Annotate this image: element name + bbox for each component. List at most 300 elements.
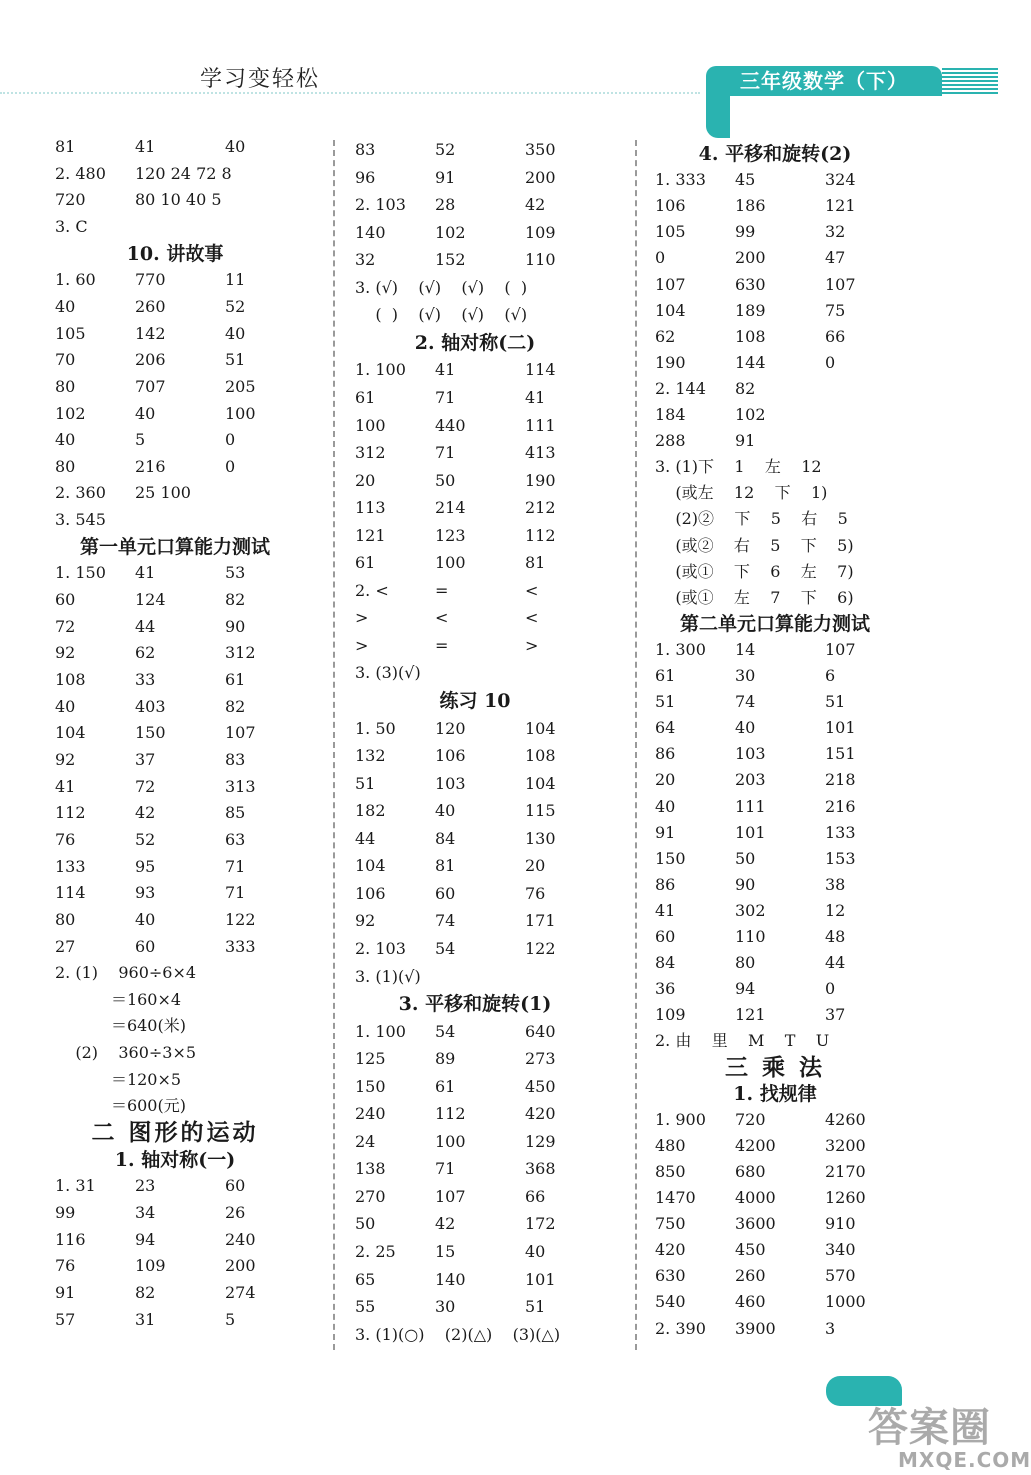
answer-cell: 34 <box>135 1203 156 1222</box>
answer-cell: 33 <box>135 670 156 689</box>
answer-cell: 2. 390 <box>655 1318 706 1338</box>
answer-cell: 184 <box>655 405 686 424</box>
answer-cell: 190 <box>525 470 556 490</box>
answer-cell: 110 <box>525 250 556 270</box>
answer-cell: > <box>355 635 369 655</box>
answer-cell: 144 <box>735 352 766 372</box>
answer-cell: 32 <box>825 222 846 242</box>
answer-cell: 81 <box>435 856 456 876</box>
answer-cell: 40 <box>55 296 76 316</box>
answer-cell: 54 <box>435 1021 456 1041</box>
answer-cell: 66 <box>825 326 846 346</box>
answer-cell: 60 <box>225 1176 246 1196</box>
answer-cell: 200 <box>225 1256 256 1276</box>
answer-line: 3. (1)下 1 左 12 <box>655 457 822 477</box>
answer-cell: 62 <box>655 326 676 346</box>
answer-cell: 2. 103 <box>355 938 406 958</box>
answer-cell: 107 <box>435 1186 466 1206</box>
answer-cell: 324 <box>825 170 856 190</box>
answer-line: (2) 360÷3×5 <box>55 1043 197 1063</box>
answer-cell: 3600 <box>735 1214 776 1234</box>
answer-cell: 106 <box>435 746 466 766</box>
answer-cell: 480 <box>655 1135 686 1155</box>
answer-cell: 190 <box>655 352 686 372</box>
answer-cell: 90 <box>735 874 756 894</box>
answer-cell: 108 <box>735 326 766 346</box>
answer-cell: 101 <box>825 718 856 738</box>
answer-cell: 720 <box>735 1109 766 1129</box>
answer-cell: 3. (1)(√) <box>355 966 421 986</box>
answer-cell: 72 <box>55 616 76 636</box>
answer-cell: 61 <box>435 1076 456 1096</box>
answer-cell: 40 <box>655 796 676 816</box>
answer-cell: 60 <box>655 927 676 946</box>
answer-cell: 92 <box>55 749 76 769</box>
answer-cell: 41 <box>135 137 156 156</box>
answer-cell: 20 <box>525 856 546 876</box>
answer-cell: 14 <box>735 639 756 659</box>
answer-cell: 1. 333 <box>655 170 706 190</box>
answer-cell: 750 <box>655 1214 686 1234</box>
answer-cell: 104 <box>55 723 86 743</box>
answer-cell: 1470 <box>655 1188 696 1207</box>
answer-cell: 42 <box>135 803 156 823</box>
answer-cell: 50 <box>435 470 456 490</box>
answer-cell: 413 <box>525 443 556 463</box>
answer-cell: 53 <box>225 563 246 583</box>
answer-cell: 133 <box>825 822 856 842</box>
answer-cell: 60 <box>135 936 156 956</box>
answer-cell: 81 <box>55 137 76 156</box>
header-right-title: 三年级数学（下） <box>740 69 908 93</box>
answer-line: (或② 右 5 下 5) <box>655 535 854 555</box>
answer-cell: 48 <box>825 927 846 946</box>
answer-cell: 340 <box>825 1240 856 1260</box>
answer-cell: 52 <box>225 296 246 316</box>
answer-cell: 105 <box>55 323 86 343</box>
answer-cell: 403 <box>135 696 166 716</box>
answer-cell: 89 <box>435 1049 456 1069</box>
answer-cell: 107 <box>655 274 686 294</box>
answer-cell: 80 <box>55 456 76 476</box>
answer-cell: 40 <box>525 1242 546 1261</box>
answer-cell: 11 <box>225 270 246 290</box>
answer-cell: 37 <box>135 749 156 769</box>
answer-cell: 150 <box>135 723 166 743</box>
answer-cell: 60 <box>55 590 76 610</box>
answer-line: 2. 由 里 M T U <box>655 1031 830 1051</box>
answer-line: 3. (1)(○) (2)(△) (3)(△) <box>355 1324 561 1344</box>
answer-cell: 460 <box>735 1292 766 1312</box>
answer-cell: 85 <box>225 803 246 823</box>
answer-cell: 91 <box>735 431 756 451</box>
answer-cell: 440 <box>435 415 466 435</box>
answer-cell: 72 <box>135 776 156 796</box>
answer-cell: 84 <box>435 828 456 848</box>
answer-cell: 83 <box>225 749 246 769</box>
answer-cell: 42 <box>435 1214 456 1234</box>
answer-cell: 45 <box>735 170 756 190</box>
answer-cell: 92 <box>355 911 376 931</box>
answer-cell: 90 <box>225 616 246 636</box>
answer-cell: 2. 360 <box>55 483 106 503</box>
answer-cell: 121 <box>825 196 856 216</box>
answer-cell: 182 <box>355 801 386 821</box>
answer-cell: 350 <box>525 140 556 159</box>
answer-cell: 81 <box>525 553 546 573</box>
answer-line: (或① 左 7 下 6) <box>655 587 854 607</box>
answer-cell: 2. 25 <box>355 1242 396 1261</box>
answer-cell: 189 <box>735 300 766 320</box>
answer-cell: 140 <box>435 1269 466 1289</box>
answer-cell: 70 <box>55 350 76 370</box>
answer-cell: 41 <box>55 776 76 796</box>
answer-cell: 26 <box>225 1203 246 1222</box>
answer-cell: 5 <box>135 430 146 450</box>
answer-cell: 47 <box>825 248 846 268</box>
answer-cell: 71 <box>225 883 246 903</box>
answer-cell: 109 <box>135 1256 166 1276</box>
answer-cell: 103 <box>435 773 466 793</box>
answer-cell: 100 <box>355 415 386 435</box>
answer-cell: 51 <box>225 350 246 370</box>
answer-cell: 27 <box>55 936 76 956</box>
answer-cell: 171 <box>525 911 556 931</box>
answer-cell: 65 <box>355 1269 376 1289</box>
answer-cell: 123 <box>435 525 466 545</box>
answer-cell: 62 <box>135 643 156 663</box>
answer-cell: 12 <box>825 900 846 920</box>
answer-cell: 50 <box>355 1214 376 1234</box>
answer-cell: 41 <box>655 900 676 920</box>
answer-cell: 80 <box>55 909 76 929</box>
answer-cell: 1. 60 <box>55 270 96 290</box>
answer-cell: < <box>435 608 449 628</box>
answer-cell: 107 <box>825 274 856 294</box>
answer-cell: 151 <box>825 744 856 764</box>
answer-cell: 38 <box>825 874 846 894</box>
answer-cell: 707 <box>135 376 166 396</box>
answer-line: ＝120×5 <box>55 1069 182 1089</box>
answer-cell: 850 <box>655 1161 686 1181</box>
answer-cell: 3 <box>825 1318 836 1338</box>
answer-cell: 20 <box>355 470 376 490</box>
answer-cell: < <box>525 580 539 600</box>
answer-cell: 1. 900 <box>655 1109 706 1129</box>
answer-cell: 172 <box>525 1214 556 1234</box>
answer-cell: 0 <box>225 456 236 476</box>
answer-cell: = <box>435 580 449 600</box>
answer-cell: 122 <box>525 938 556 958</box>
answer-cell: < <box>525 608 539 628</box>
answer-cell: 44 <box>825 953 846 973</box>
answer-cell: 3900 <box>735 1318 776 1338</box>
answer-cell: 41 <box>135 563 156 583</box>
section-heading: 3. 平移和旋转(1) <box>398 993 552 1016</box>
answer-cell: 260 <box>135 296 166 316</box>
answer-cell: 23 <box>135 1176 156 1196</box>
answer-cell: 130 <box>525 828 556 848</box>
answer-cell: 25 100 <box>135 483 191 503</box>
answer-cell: 109 <box>655 1005 686 1025</box>
section-heading: 4. 平移和旋转(2) <box>698 143 852 165</box>
answer-cell: 1260 <box>825 1188 866 1207</box>
answer-cell: 138 <box>355 1159 386 1179</box>
answer-line: ＝640(米) <box>55 1016 186 1036</box>
answer-cell: 102 <box>435 222 466 242</box>
answer-cell: 52 <box>135 829 156 849</box>
answer-cell: 54 <box>435 938 456 958</box>
answer-cell: 108 <box>525 746 556 766</box>
answer-cell: 150 <box>355 1076 386 1096</box>
answer-cell: 4200 <box>735 1135 776 1155</box>
answer-cell: 142 <box>135 323 166 343</box>
answer-line: ＝600(元) <box>55 1096 186 1116</box>
answer-cell: 450 <box>735 1240 766 1260</box>
answer-cell: 3. C <box>55 216 88 236</box>
answer-line: ( ) (√) (√) (√) <box>355 305 528 325</box>
answer-cell: 3. 545 <box>55 510 106 530</box>
answer-cell: 61 <box>355 553 376 573</box>
answer-cell: 270 <box>355 1186 386 1206</box>
answer-cell: 420 <box>525 1104 556 1124</box>
answer-line: 3. (√) (√) (√) ( ) <box>355 277 528 297</box>
watermark-logo: 答案圈 <box>868 1405 991 1451</box>
answer-cell: 92 <box>55 643 76 663</box>
answer-cell: > <box>355 608 369 628</box>
header-left-title: 学习变轻松 <box>200 67 321 92</box>
answer-cell: 100 <box>225 403 256 423</box>
answer-cell: 0 <box>225 430 236 450</box>
answer-cell: 80 10 40 5 <box>135 190 222 210</box>
answer-cell: 540 <box>655 1292 686 1312</box>
answer-cell: 104 <box>525 773 556 793</box>
answer-cell: 50 <box>735 848 756 868</box>
answer-cell: 102 <box>55 403 86 423</box>
answer-cell: 61 <box>355 387 376 407</box>
answer-cell: 99 <box>735 222 756 242</box>
answer-cell: 302 <box>735 900 766 920</box>
answer-cell: 121 <box>735 1005 766 1025</box>
section-heading: 练习 10 <box>439 690 511 712</box>
answer-cell: 312 <box>225 643 256 663</box>
section-heading: 2. 轴对称(二) <box>414 331 536 354</box>
answer-cell: 333 <box>225 936 256 956</box>
answer-cell: 0 <box>825 979 836 999</box>
answer-cell: 51 <box>825 692 846 712</box>
answer-cell: = <box>435 635 449 655</box>
answer-cell: 24 <box>355 1131 376 1151</box>
answer-cell: 95 <box>135 856 156 876</box>
answer-line: ＝160×4 <box>55 989 182 1009</box>
answer-cell: 76 <box>525 883 546 903</box>
answer-cell: 186 <box>735 196 766 216</box>
answer-cell: 200 <box>525 167 556 187</box>
answer-cell: 80 <box>735 953 756 973</box>
answer-cell: 71 <box>435 1159 456 1179</box>
answer-cell: 368 <box>525 1159 556 1179</box>
answer-cell: 203 <box>735 770 766 790</box>
answer-column-1 <box>55 0 355 1475</box>
answer-cell: 640 <box>525 1021 556 1041</box>
answer-cell: 153 <box>825 848 856 868</box>
answer-cell: 420 <box>655 1240 686 1260</box>
answer-cell: 112 <box>435 1104 466 1124</box>
answer-cell: 94 <box>135 1229 156 1249</box>
answer-line: (或① 下 6 左 7) <box>655 561 854 581</box>
answer-cell: 105 <box>655 222 686 242</box>
answer-cell: 61 <box>655 666 676 685</box>
answer-cell: 1. 31 <box>55 1176 96 1196</box>
answer-cell: 1. 100 <box>355 360 406 380</box>
answer-cell: 40 <box>135 403 156 423</box>
answer-cell: 109 <box>525 222 556 242</box>
answer-cell: 570 <box>825 1266 856 1286</box>
answer-cell: 111 <box>735 796 766 816</box>
answer-cell: 84 <box>655 953 676 973</box>
answer-cell: 64 <box>655 718 676 738</box>
answer-cell: 20 <box>655 770 676 790</box>
answer-cell: 214 <box>435 498 466 518</box>
answer-cell: 115 <box>525 801 556 821</box>
answer-cell: 86 <box>655 744 676 764</box>
answer-cell: 120 24 72 8 <box>135 163 232 183</box>
answer-cell: 2. 103 <box>355 195 406 215</box>
answer-cell: 124 <box>135 590 166 610</box>
answer-column-2 <box>355 0 655 1475</box>
answer-cell: 114 <box>55 883 86 903</box>
answer-cell: 212 <box>525 498 556 518</box>
answer-cell: 206 <box>135 350 166 370</box>
answer-cell: 102 <box>735 405 766 424</box>
answer-cell: 44 <box>355 828 376 848</box>
answer-cell: 630 <box>735 274 766 294</box>
answer-cell: 110 <box>735 927 766 946</box>
answer-cell: 66 <box>525 1186 546 1206</box>
answer-cell: 42 <box>525 195 546 215</box>
answer-cell: 313 <box>225 776 256 796</box>
section-heading: 第二单元口算能力测试 <box>679 612 870 635</box>
answer-cell: 71 <box>225 856 246 876</box>
answer-cell: 86 <box>655 874 676 894</box>
answer-cell: 101 <box>525 1269 556 1289</box>
answer-cell: 82 <box>735 378 756 398</box>
answer-cell: 720 <box>55 190 86 210</box>
answer-cell: 41 <box>435 360 456 380</box>
answer-cell: 112 <box>525 525 556 545</box>
answer-cell: 40 <box>135 909 156 929</box>
answer-cell: 910 <box>825 1214 856 1234</box>
answer-cell: 100 <box>435 1131 466 1151</box>
answer-cell: 1. 300 <box>655 639 706 659</box>
answer-cell: 260 <box>735 1266 766 1286</box>
answer-cell: 63 <box>225 829 246 849</box>
section-heading: 1. 找规律 <box>733 1082 817 1105</box>
answer-cell: 112 <box>55 803 86 823</box>
answer-cell: 60 <box>435 883 456 903</box>
unit-heading: 二 图形的运动 <box>91 1119 259 1147</box>
answer-cell: 51 <box>355 773 376 793</box>
answer-cell: 150 <box>655 848 686 868</box>
answer-cell: 630 <box>655 1266 686 1286</box>
answer-cell: 74 <box>435 911 456 931</box>
answer-cell: 82 <box>225 696 246 716</box>
answer-cell: 121 <box>355 525 386 545</box>
answer-cell: 152 <box>435 250 466 270</box>
answer-cell: 80 <box>55 376 76 396</box>
answer-cell: 40 <box>735 718 756 738</box>
answer-cell: 4260 <box>825 1109 866 1129</box>
answer-column-3 <box>655 0 955 1475</box>
answer-line: (或左 12 下 1) <box>655 483 828 503</box>
answer-cell: 32 <box>355 250 376 270</box>
answer-cell: 55 <box>355 1297 376 1317</box>
answer-cell: 104 <box>655 300 686 320</box>
answer-cell: 4000 <box>735 1188 776 1207</box>
answer-cell: 91 <box>55 1282 76 1302</box>
answer-cell: 44 <box>135 616 156 636</box>
answer-cell: 93 <box>135 883 156 903</box>
answer-cell: 218 <box>825 770 856 790</box>
answer-cell: 120 <box>435 718 466 738</box>
answer-cell: 40 <box>435 801 456 821</box>
watermark-url: MXQE.COM <box>898 1448 1031 1472</box>
answer-cell: 91 <box>655 822 676 842</box>
answer-cell: 107 <box>825 639 856 659</box>
answer-line: (2)② 下 5 右 5 <box>655 509 848 529</box>
answer-cell: 140 <box>355 222 386 242</box>
answer-cell: 3200 <box>825 1135 866 1155</box>
answer-cell: 106 <box>355 883 386 903</box>
answer-cell: 104 <box>525 718 556 738</box>
answer-cell: 108 <box>55 670 86 689</box>
answer-cell: 76 <box>55 829 76 849</box>
answer-cell: 94 <box>735 979 756 999</box>
answer-cell: 57 <box>55 1309 76 1329</box>
answer-cell: 2. 144 <box>655 378 706 398</box>
answer-cell: 6 <box>825 666 836 685</box>
answer-cell: 82 <box>135 1282 156 1302</box>
answer-cell: 31 <box>135 1309 156 1329</box>
answer-cell: 216 <box>825 796 856 816</box>
answer-cell: 30 <box>735 666 756 685</box>
answer-cell: 273 <box>525 1049 556 1069</box>
answer-cell: 3. (3)(√) <box>355 663 421 683</box>
answer-cell: 99 <box>55 1203 76 1222</box>
answer-line: 2. (1) 960÷6×4 <box>55 963 197 983</box>
answer-cell: 133 <box>55 856 86 876</box>
answer-cell: 312 <box>355 443 386 463</box>
answer-cell: 122 <box>225 909 256 929</box>
answer-cell: 71 <box>435 387 456 407</box>
section-heading: 第一单元口算能力测试 <box>79 535 270 558</box>
answer-cell: 125 <box>355 1049 386 1069</box>
answer-cell: 51 <box>655 692 676 712</box>
answer-cell: 1. 100 <box>355 1021 406 1041</box>
answer-cell: 61 <box>225 670 246 689</box>
answer-cell: 71 <box>435 443 456 463</box>
answer-cell: 5 <box>225 1309 236 1329</box>
answer-cell: 74 <box>735 692 756 712</box>
answer-cell: 103 <box>735 744 766 764</box>
answer-cell: 216 <box>135 456 166 476</box>
answer-cell: 40 <box>55 430 76 450</box>
answer-cell: 15 <box>435 1242 456 1261</box>
answer-cell: 28 <box>435 195 456 215</box>
answer-cell: 91 <box>435 167 456 187</box>
answer-cell: 240 <box>355 1104 386 1124</box>
answer-cell: 37 <box>825 1005 846 1025</box>
